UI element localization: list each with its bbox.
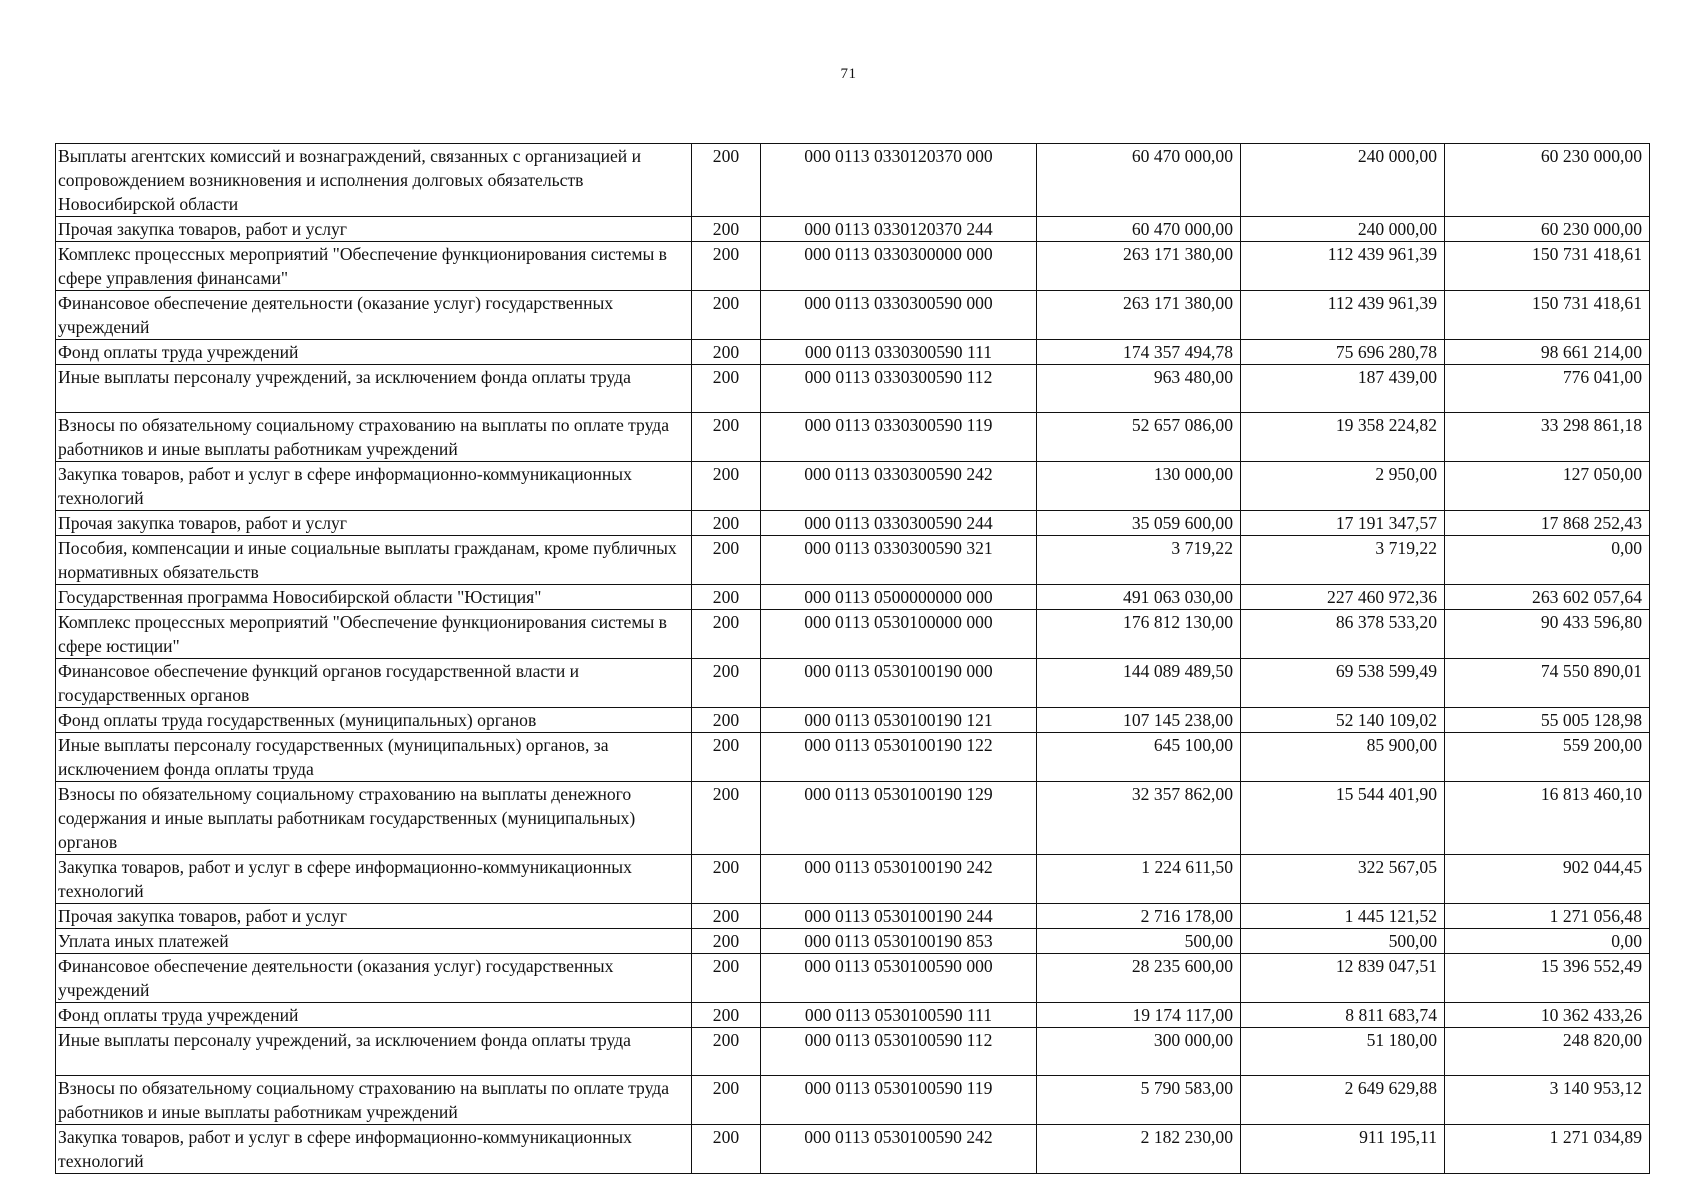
table-row <box>56 782 1650 855</box>
row-kbk-cell: 000 0113 0530100590 119 <box>761 1076 1037 1125</box>
row-approved-cell: 491 063 030,00 <box>1037 585 1241 610</box>
row-executed-cell: 322 567,05 <box>1241 855 1445 904</box>
table-row <box>56 536 1650 585</box>
row-kbk-cell: 000 0113 0330120370 244 <box>761 217 1037 242</box>
row-code-cell: 200 <box>692 340 761 365</box>
row-name-cell: Взносы по обязательному социальному страхованию на выплаты денежного содержания и иные выплаты работникам государственных (муниципальных) органов <box>56 782 692 855</box>
row-executed-cell: 112 439 961,39 <box>1241 291 1445 340</box>
row-unexecuted-cell: 90 433 596,80 <box>1445 610 1650 659</box>
row-name-cell: Иные выплаты персоналу учреждений, за исключением фонда оплаты труда <box>56 365 692 413</box>
row-kbk-cell: 000 0113 0530100190 000 <box>761 659 1037 708</box>
row-name-cell: Финансовое обеспечение деятельности (оказания услуг) государственных учреждений <box>56 954 692 1003</box>
row-approved-cell: 176 812 130,00 <box>1037 610 1241 659</box>
row-executed-cell: 12 839 047,51 <box>1241 954 1445 1003</box>
row-code-cell: 200 <box>692 536 761 585</box>
row-approved-cell: 144 089 489,50 <box>1037 659 1241 708</box>
row-unexecuted-cell: 33 298 861,18 <box>1445 413 1650 462</box>
row-approved-cell: 2 182 230,00 <box>1037 1125 1241 1174</box>
table-row <box>56 291 1650 340</box>
row-approved-cell: 263 171 380,00 <box>1037 242 1241 291</box>
row-unexecuted-cell: 3 140 953,12 <box>1445 1076 1650 1125</box>
row-executed-cell: 240 000,00 <box>1241 217 1445 242</box>
table-row <box>56 144 1650 217</box>
row-name-cell: Закупка товаров, работ и услуг в сфере информационно-коммуникационных технологий <box>56 855 692 904</box>
row-name-cell: Государственная программа Новосибирской области "Юстиция" <box>56 585 692 610</box>
row-code-cell: 200 <box>692 904 761 929</box>
row-unexecuted-cell: 17 868 252,43 <box>1445 511 1650 536</box>
row-code-cell: 200 <box>692 144 761 217</box>
row-approved-cell: 60 470 000,00 <box>1037 217 1241 242</box>
row-code-cell: 200 <box>692 1125 761 1174</box>
table-row <box>56 904 1650 929</box>
row-name-cell: Фонд оплаты труда государственных (муниципальных) органов <box>56 708 692 733</box>
row-executed-cell: 17 191 347,57 <box>1241 511 1445 536</box>
row-code-cell: 200 <box>692 585 761 610</box>
row-unexecuted-cell: 55 005 128,98 <box>1445 708 1650 733</box>
row-name-cell: Выплаты агентских комиссий и вознаграждений, связанных с организацией и сопровождением возникновения и исполнения долговых обязательств Новосибирской области <box>56 144 692 217</box>
row-name-cell: Закупка товаров, работ и услуг в сфере информационно-коммуникационных технологий <box>56 462 692 511</box>
row-name-cell: Прочая закупка товаров, работ и услуг <box>56 511 692 536</box>
row-name-cell: Фонд оплаты труда учреждений <box>56 340 692 365</box>
row-code-cell: 200 <box>692 462 761 511</box>
row-unexecuted-cell: 74 550 890,01 <box>1445 659 1650 708</box>
table-row <box>56 929 1650 954</box>
table-row <box>56 340 1650 365</box>
row-unexecuted-cell: 60 230 000,00 <box>1445 217 1650 242</box>
row-kbk-cell: 000 0113 0330300590 111 <box>761 340 1037 365</box>
row-approved-cell: 963 480,00 <box>1037 365 1241 413</box>
page-number: 71 <box>840 66 857 82</box>
row-executed-cell: 187 439,00 <box>1241 365 1445 413</box>
row-unexecuted-cell: 559 200,00 <box>1445 733 1650 782</box>
row-code-cell: 200 <box>692 291 761 340</box>
row-unexecuted-cell: 0,00 <box>1445 929 1650 954</box>
row-executed-cell: 112 439 961,39 <box>1241 242 1445 291</box>
row-approved-cell: 3 719,22 <box>1037 536 1241 585</box>
row-code-cell: 200 <box>692 659 761 708</box>
row-executed-cell: 500,00 <box>1241 929 1445 954</box>
table-row <box>56 954 1650 1003</box>
row-kbk-cell: 000 0113 0330300590 321 <box>761 536 1037 585</box>
row-unexecuted-cell: 902 044,45 <box>1445 855 1650 904</box>
row-approved-cell: 263 171 380,00 <box>1037 291 1241 340</box>
row-kbk-cell: 000 0113 0330300000 000 <box>761 242 1037 291</box>
table-row <box>56 413 1650 462</box>
table-row <box>56 659 1650 708</box>
row-unexecuted-cell: 150 731 418,61 <box>1445 291 1650 340</box>
row-name-cell: Закупка товаров, работ и услуг в сфере информационно-коммуникационных технологий <box>56 1125 692 1174</box>
row-code-cell: 200 <box>692 217 761 242</box>
row-approved-cell: 32 357 862,00 <box>1037 782 1241 855</box>
table-row <box>56 733 1650 782</box>
row-approved-cell: 52 657 086,00 <box>1037 413 1241 462</box>
table-row <box>56 365 1650 413</box>
row-kbk-cell: 000 0113 0330300590 000 <box>761 291 1037 340</box>
table-row <box>56 242 1650 291</box>
row-approved-cell: 2 716 178,00 <box>1037 904 1241 929</box>
table-row <box>56 217 1650 242</box>
row-executed-cell: 227 460 972,36 <box>1241 585 1445 610</box>
row-approved-cell: 1 224 611,50 <box>1037 855 1241 904</box>
row-executed-cell: 85 900,00 <box>1241 733 1445 782</box>
row-unexecuted-cell: 776 041,00 <box>1445 365 1650 413</box>
row-name-cell: Взносы по обязательному социальному страхованию на выплаты по оплате труда работников и иные выплаты работникам учреждений <box>56 413 692 462</box>
row-approved-cell: 5 790 583,00 <box>1037 1076 1241 1125</box>
row-kbk-cell: 000 0113 0330300590 244 <box>761 511 1037 536</box>
row-kbk-cell: 000 0113 0530100590 242 <box>761 1125 1037 1174</box>
row-code-cell: 200 <box>692 610 761 659</box>
table-row <box>56 1003 1650 1028</box>
row-unexecuted-cell: 1 271 034,89 <box>1445 1125 1650 1174</box>
row-code-cell: 200 <box>692 708 761 733</box>
row-name-cell: Уплата иных платежей <box>56 929 692 954</box>
row-executed-cell: 1 445 121,52 <box>1241 904 1445 929</box>
row-unexecuted-cell: 127 050,00 <box>1445 462 1650 511</box>
table-row <box>56 1028 1650 1076</box>
table-row <box>56 1125 1650 1174</box>
table-row <box>56 462 1650 511</box>
row-name-cell: Иные выплаты персоналу учреждений, за исключением фонда оплаты труда <box>56 1028 692 1076</box>
row-code-cell: 200 <box>692 1028 761 1076</box>
row-code-cell: 200 <box>692 782 761 855</box>
row-name-cell: Взносы по обязательному социальному страхованию на выплаты по оплате труда работников и иные выплаты работникам учреждений <box>56 1076 692 1125</box>
row-unexecuted-cell: 248 820,00 <box>1445 1028 1650 1076</box>
row-unexecuted-cell: 98 661 214,00 <box>1445 340 1650 365</box>
row-kbk-cell: 000 0113 0530100190 129 <box>761 782 1037 855</box>
row-kbk-cell: 000 0113 0530100590 112 <box>761 1028 1037 1076</box>
row-kbk-cell: 000 0113 0330300590 119 <box>761 413 1037 462</box>
row-approved-cell: 28 235 600,00 <box>1037 954 1241 1003</box>
row-code-cell: 200 <box>692 1076 761 1125</box>
row-kbk-cell: 000 0113 0530100590 000 <box>761 954 1037 1003</box>
row-name-cell: Прочая закупка товаров, работ и услуг <box>56 217 692 242</box>
row-kbk-cell: 000 0113 0330300590 242 <box>761 462 1037 511</box>
row-approved-cell: 107 145 238,00 <box>1037 708 1241 733</box>
row-executed-cell: 15 544 401,90 <box>1241 782 1445 855</box>
row-approved-cell: 174 357 494,78 <box>1037 340 1241 365</box>
row-executed-cell: 2 950,00 <box>1241 462 1445 511</box>
row-executed-cell: 2 649 629,88 <box>1241 1076 1445 1125</box>
row-approved-cell: 19 174 117,00 <box>1037 1003 1241 1028</box>
row-executed-cell: 86 378 533,20 <box>1241 610 1445 659</box>
row-name-cell: Иные выплаты персоналу государственных (муниципальных) органов, за исключением фонда оплаты труда <box>56 733 692 782</box>
row-name-cell: Финансовое обеспечение функций органов государственной власти и государственных органов <box>56 659 692 708</box>
row-code-cell: 200 <box>692 855 761 904</box>
row-kbk-cell: 000 0113 0530100590 111 <box>761 1003 1037 1028</box>
row-unexecuted-cell: 60 230 000,00 <box>1445 144 1650 217</box>
table-row <box>56 855 1650 904</box>
row-kbk-cell: 000 0113 0530100190 244 <box>761 904 1037 929</box>
expenditure-table <box>55 143 1650 1174</box>
table-row <box>56 610 1650 659</box>
row-unexecuted-cell: 15 396 552,49 <box>1445 954 1650 1003</box>
row-executed-cell: 8 811 683,74 <box>1241 1003 1445 1028</box>
row-name-cell: Комплекс процессных мероприятий "Обеспечение функционирования системы в сфере юстиции" <box>56 610 692 659</box>
row-approved-cell: 35 059 600,00 <box>1037 511 1241 536</box>
row-kbk-cell: 000 0113 0330120370 000 <box>761 144 1037 217</box>
row-executed-cell: 51 180,00 <box>1241 1028 1445 1076</box>
row-kbk-cell: 000 0113 0530100190 853 <box>761 929 1037 954</box>
row-code-cell: 200 <box>692 511 761 536</box>
row-code-cell: 200 <box>692 413 761 462</box>
table-row <box>56 585 1650 610</box>
row-code-cell: 200 <box>692 365 761 413</box>
row-code-cell: 200 <box>692 929 761 954</box>
row-name-cell: Финансовое обеспечение деятельности (оказание услуг) государственных учреждений <box>56 291 692 340</box>
row-unexecuted-cell: 0,00 <box>1445 536 1650 585</box>
row-approved-cell: 130 000,00 <box>1037 462 1241 511</box>
row-approved-cell: 300 000,00 <box>1037 1028 1241 1076</box>
row-unexecuted-cell: 263 602 057,64 <box>1445 585 1650 610</box>
row-name-cell: Комплекс процессных мероприятий "Обеспечение функционирования системы в сфере управления финансами" <box>56 242 692 291</box>
row-unexecuted-cell: 150 731 418,61 <box>1445 242 1650 291</box>
row-kbk-cell: 000 0113 0530100190 242 <box>761 855 1037 904</box>
row-unexecuted-cell: 1 271 056,48 <box>1445 904 1650 929</box>
row-executed-cell: 911 195,11 <box>1241 1125 1445 1174</box>
table-body <box>56 144 1650 1174</box>
row-name-cell: Прочая закупка товаров, работ и услуг <box>56 904 692 929</box>
row-executed-cell: 3 719,22 <box>1241 536 1445 585</box>
row-unexecuted-cell: 10 362 433,26 <box>1445 1003 1650 1028</box>
row-code-cell: 200 <box>692 954 761 1003</box>
row-code-cell: 200 <box>692 242 761 291</box>
row-kbk-cell: 000 0113 0530100190 121 <box>761 708 1037 733</box>
row-kbk-cell: 000 0113 0500000000 000 <box>761 585 1037 610</box>
row-name-cell: Фонд оплаты труда учреждений <box>56 1003 692 1028</box>
row-code-cell: 200 <box>692 733 761 782</box>
row-executed-cell: 19 358 224,82 <box>1241 413 1445 462</box>
table-row <box>56 1076 1650 1125</box>
table-row <box>56 511 1650 536</box>
row-unexecuted-cell: 16 813 460,10 <box>1445 782 1650 855</box>
row-approved-cell: 500,00 <box>1037 929 1241 954</box>
table-row <box>56 708 1650 733</box>
row-approved-cell: 645 100,00 <box>1037 733 1241 782</box>
row-executed-cell: 52 140 109,02 <box>1241 708 1445 733</box>
row-kbk-cell: 000 0113 0530100000 000 <box>761 610 1037 659</box>
row-approved-cell: 60 470 000,00 <box>1037 144 1241 217</box>
row-name-cell: Пособия, компенсации и иные социальные выплаты гражданам, кроме публичных нормативных обязательств <box>56 536 692 585</box>
row-executed-cell: 240 000,00 <box>1241 144 1445 217</box>
row-kbk-cell: 000 0113 0330300590 112 <box>761 365 1037 413</box>
row-code-cell: 200 <box>692 1003 761 1028</box>
row-executed-cell: 69 538 599,49 <box>1241 659 1445 708</box>
row-kbk-cell: 000 0113 0530100190 122 <box>761 733 1037 782</box>
row-executed-cell: 75 696 280,78 <box>1241 340 1445 365</box>
